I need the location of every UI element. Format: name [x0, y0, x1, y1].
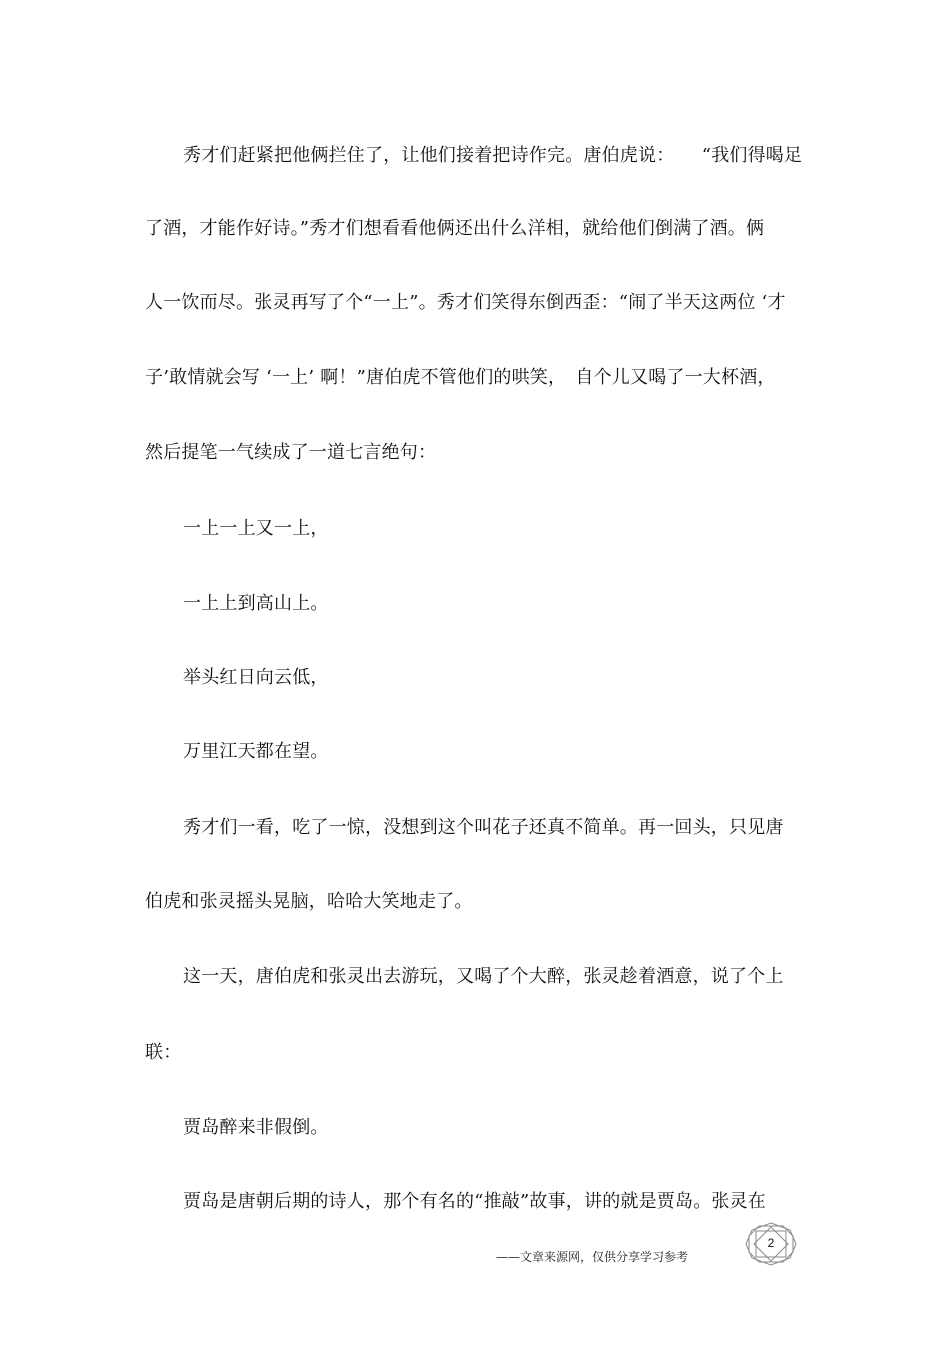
- paragraph-line: 贾岛是唐朝后期的诗人，那个有名的“推敲”故事，讲的就是贾岛。张灵在: [183, 1191, 767, 1212]
- paragraph-line: 了酒，才能作好诗。”秀才们想看看他俩还出什么洋相，就给他们倒满了酒。俩: [145, 218, 765, 239]
- poem-line: 一上上到高山上。: [183, 593, 329, 614]
- paragraph-line: 然后提笔一气续成了一道七言绝句：: [145, 442, 437, 463]
- paragraph-line: 秀才们一看，吃了一惊，没想到这个叫花子还真不简单。再一回头，只见唐: [183, 817, 784, 838]
- paragraph-line: 联：: [145, 1042, 182, 1063]
- paragraph-line: 人一饮而尽。张灵再写了个“一上”。秀才们笑得东倒西歪：“闹了半天这两位 ‘才: [145, 292, 786, 313]
- poem-line: 万里江天都在望。: [183, 741, 329, 762]
- paragraph-line: 子’敢情就会写 ‘一上’ 啊！”唐伯虎不管他们的哄笑， 自个儿又喝了一大杯酒，: [145, 367, 776, 388]
- paragraph-line: 秀才们赶紧把他俩拦住了，让他们接着把诗作完。唐伯虎说： “我们得喝足: [183, 145, 803, 166]
- source-note: ——文章来源网，仅供分享学习参考: [496, 1250, 689, 1264]
- page-number-badge: [745, 1222, 797, 1266]
- poem-line: 一上一上又一上，: [183, 518, 329, 539]
- page-number: 2: [767, 1236, 775, 1250]
- poem-line: 举头红日向云低，: [183, 667, 329, 688]
- couplet-line: 贾岛醉来非假倒。: [183, 1117, 329, 1138]
- paragraph-line: 伯虎和张灵摇头晃脑，哈哈大笑地走了。: [145, 891, 473, 912]
- paragraph-line: 这一天，唐伯虎和张灵出去游玩，又喝了个大醉，张灵趁着酒意，说了个上: [183, 966, 784, 987]
